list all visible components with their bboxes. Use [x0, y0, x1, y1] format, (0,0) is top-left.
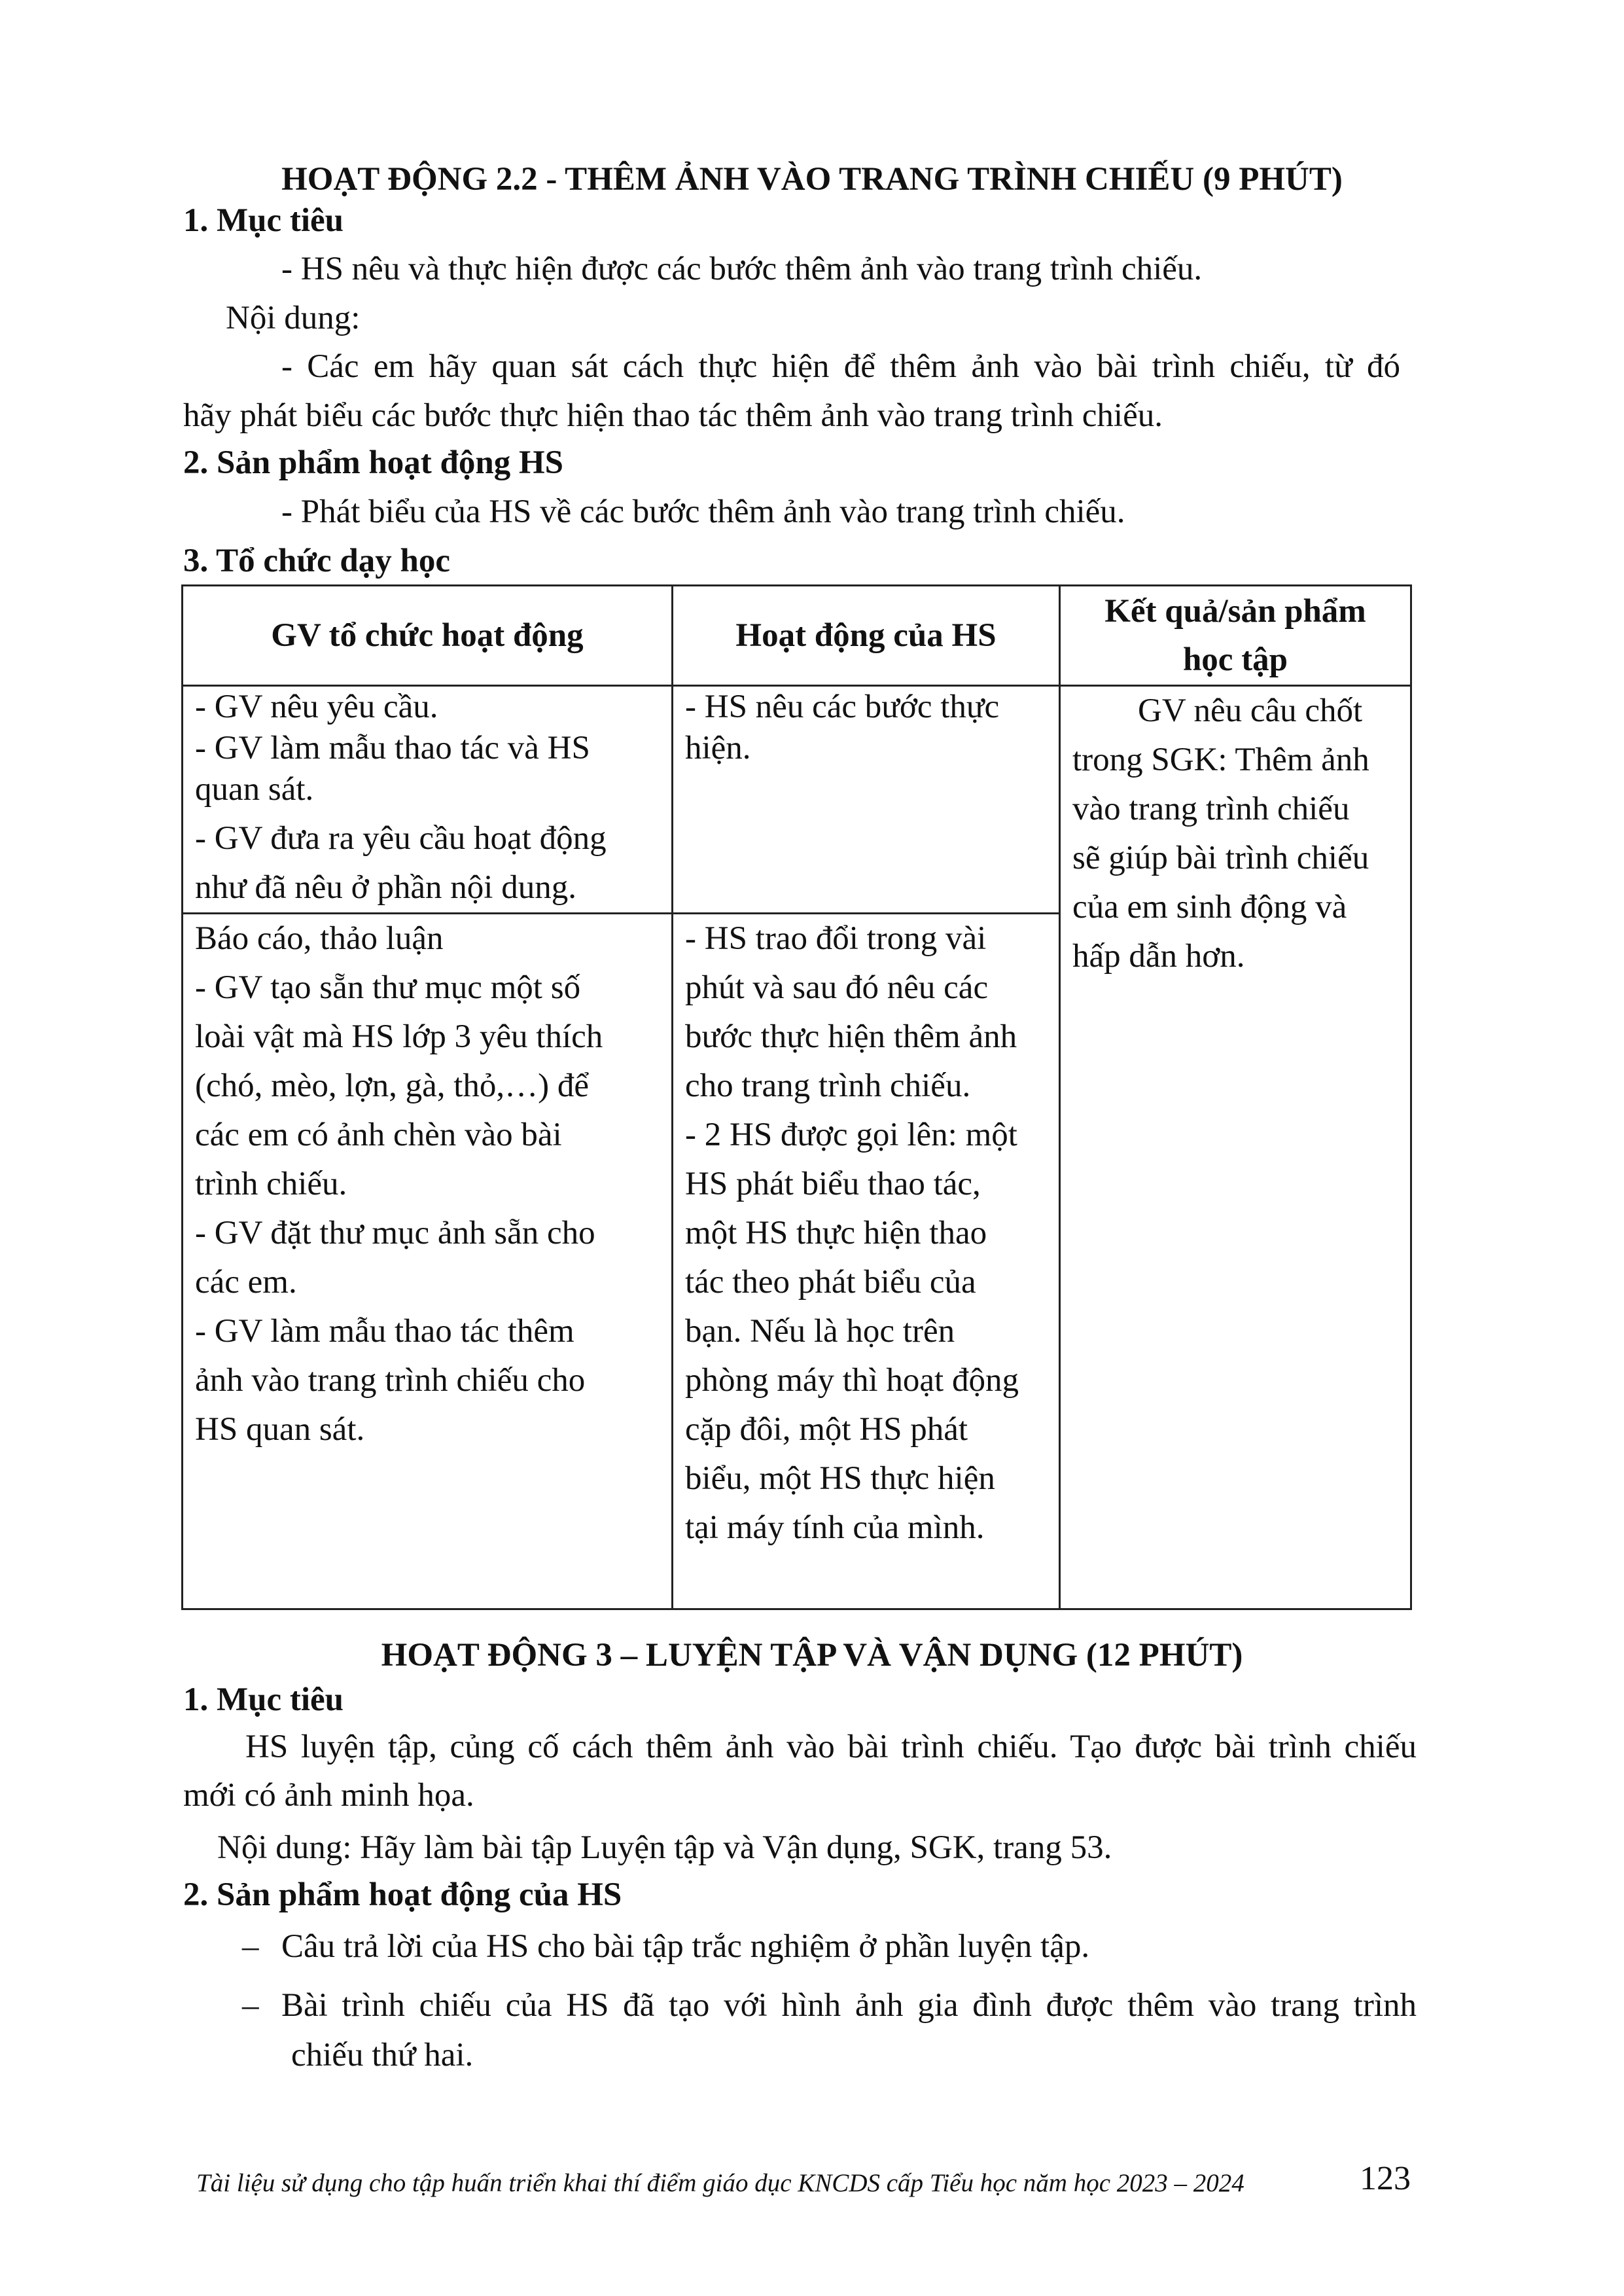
list-dash: – [242, 1987, 259, 2024]
table-header-row [183, 586, 1411, 686]
section2-muc-tieu-line1: HS luyện tập, củng cố cách thêm ảnh vào bài trình chiếu. Tạo được bài trình chiếu [245, 1729, 1417, 1765]
section1-noi-dung-label: Nội dung: [226, 300, 361, 336]
section1-title: HOẠT ĐỘNG 2.2 - THÊM ẢNH VÀO TRANG TRÌNH CHIẾU (9 PHÚT) [281, 161, 1343, 198]
section1-to-chuc-heading: 3. Tổ chức dạy học [183, 543, 450, 579]
section2-item2-line1: Bài trình chiếu của HS đã tạo với hình ảnh gia đình được thêm vào trang trình [281, 1987, 1417, 2024]
row1-hs-cell: - HS nêu các bước thực hiện. [673, 686, 1060, 914]
header-hs: Hoạt động của HS [673, 586, 1060, 686]
row2-hs-cell: - HS trao đổi trong vài phút và sau đó nêu các bước thực hiện thêm ảnh cho trang trình chiếu. - 2 HS được gọi lên: một HS phát biểu thao tác, một HS thực hiện thao tác theo phát biểu của bạn. Nếu là học trên phòng máy thì hoạt động cặp đôi, một HS phát biểu, một HS thực hiện tại máy tính của mình. [673, 914, 1060, 1609]
section2-title: HOẠT ĐỘNG 3 – LUYỆN TẬP VÀ VẬN DỤNG (12 PHÚT) [381, 1637, 1243, 1674]
section1-noi-dung-line2: hãy phát biểu các bước thực hiện thao tác thêm ảnh vào trang trình chiếu. [183, 397, 1163, 434]
table-row [183, 686, 1411, 914]
section1-san-pham-text: - Phát biểu của HS về các bước thêm ảnh vào trang trình chiếu. [281, 493, 1125, 530]
section2-muc-tieu-heading: 1. Mục tiêu [183, 1681, 344, 1718]
row1-gv-cell: - GV nêu yêu cầu. - GV làm mẫu thao tác và HS quan sát. - GV đưa ra yêu cầu hoạt động như đã nêu ở phần nội dung. [183, 686, 673, 914]
section1-noi-dung-line1: - Các em hãy quan sát cách thực hiện để thêm ảnh vào bài trình chiếu, từ đó [281, 348, 1400, 385]
section1-san-pham-heading: 2. Sản phẩm hoạt động HS [183, 444, 564, 481]
section1-muc-tieu-text: - HS nêu và thực hiện được các bước thêm ảnh vào trang trình chiếu. [281, 251, 1203, 287]
section2-muc-tieu-line2: mới có ảnh minh họa. [183, 1777, 474, 1814]
row2-gv-cell: Báo cáo, thảo luận - GV tạo sẵn thư mục một số loài vật mà HS lớp 3 yêu thích (chó, mèo, lợn, gà, thỏ,…) để các em có ảnh chèn vào bài trình chiếu. - GV đặt thư mục ảnh sẵn cho các em. - GV làm mẫu thao tác thêm ảnh vào trang trình chiếu cho HS quan sát. [183, 914, 673, 1609]
footer-text: Tài liệu sử dụng cho tập huấn triển khai thí điểm giáo dục KNCDS cấp Tiểu học năm học 2023 – 2024 [196, 2169, 1244, 2197]
result-cell: GV nêu câu chốt trong SGK: Thêm ảnh vào trang trình chiếu sẽ giúp bài trình chiếu của em sinh động và hấp dẫn hơn. [1060, 686, 1411, 1609]
header-gv: GV tổ chức hoạt động [183, 586, 673, 686]
list-dash: – [242, 1928, 259, 1965]
section2-noi-dung: Nội dung: Hãy làm bài tập Luyện tập và Vận dụng, SGK, trang 53. [217, 1829, 1112, 1866]
section1-muc-tieu-heading: 1. Mục tiêu [183, 202, 344, 239]
section2-san-pham-heading: 2. Sản phẩm hoạt động của HS [183, 1876, 622, 1913]
section2-item2-line2: chiếu thứ hai. [291, 2037, 474, 2073]
activity-table [181, 584, 1412, 1610]
header-ket-qua: Kết quả/sản phẩm học tập [1060, 586, 1411, 686]
page-number: 123 [1360, 2160, 1411, 2197]
section2-item1: Câu trả lời của HS cho bài tập trắc nghiệm ở phần luyện tập. [281, 1928, 1090, 1965]
